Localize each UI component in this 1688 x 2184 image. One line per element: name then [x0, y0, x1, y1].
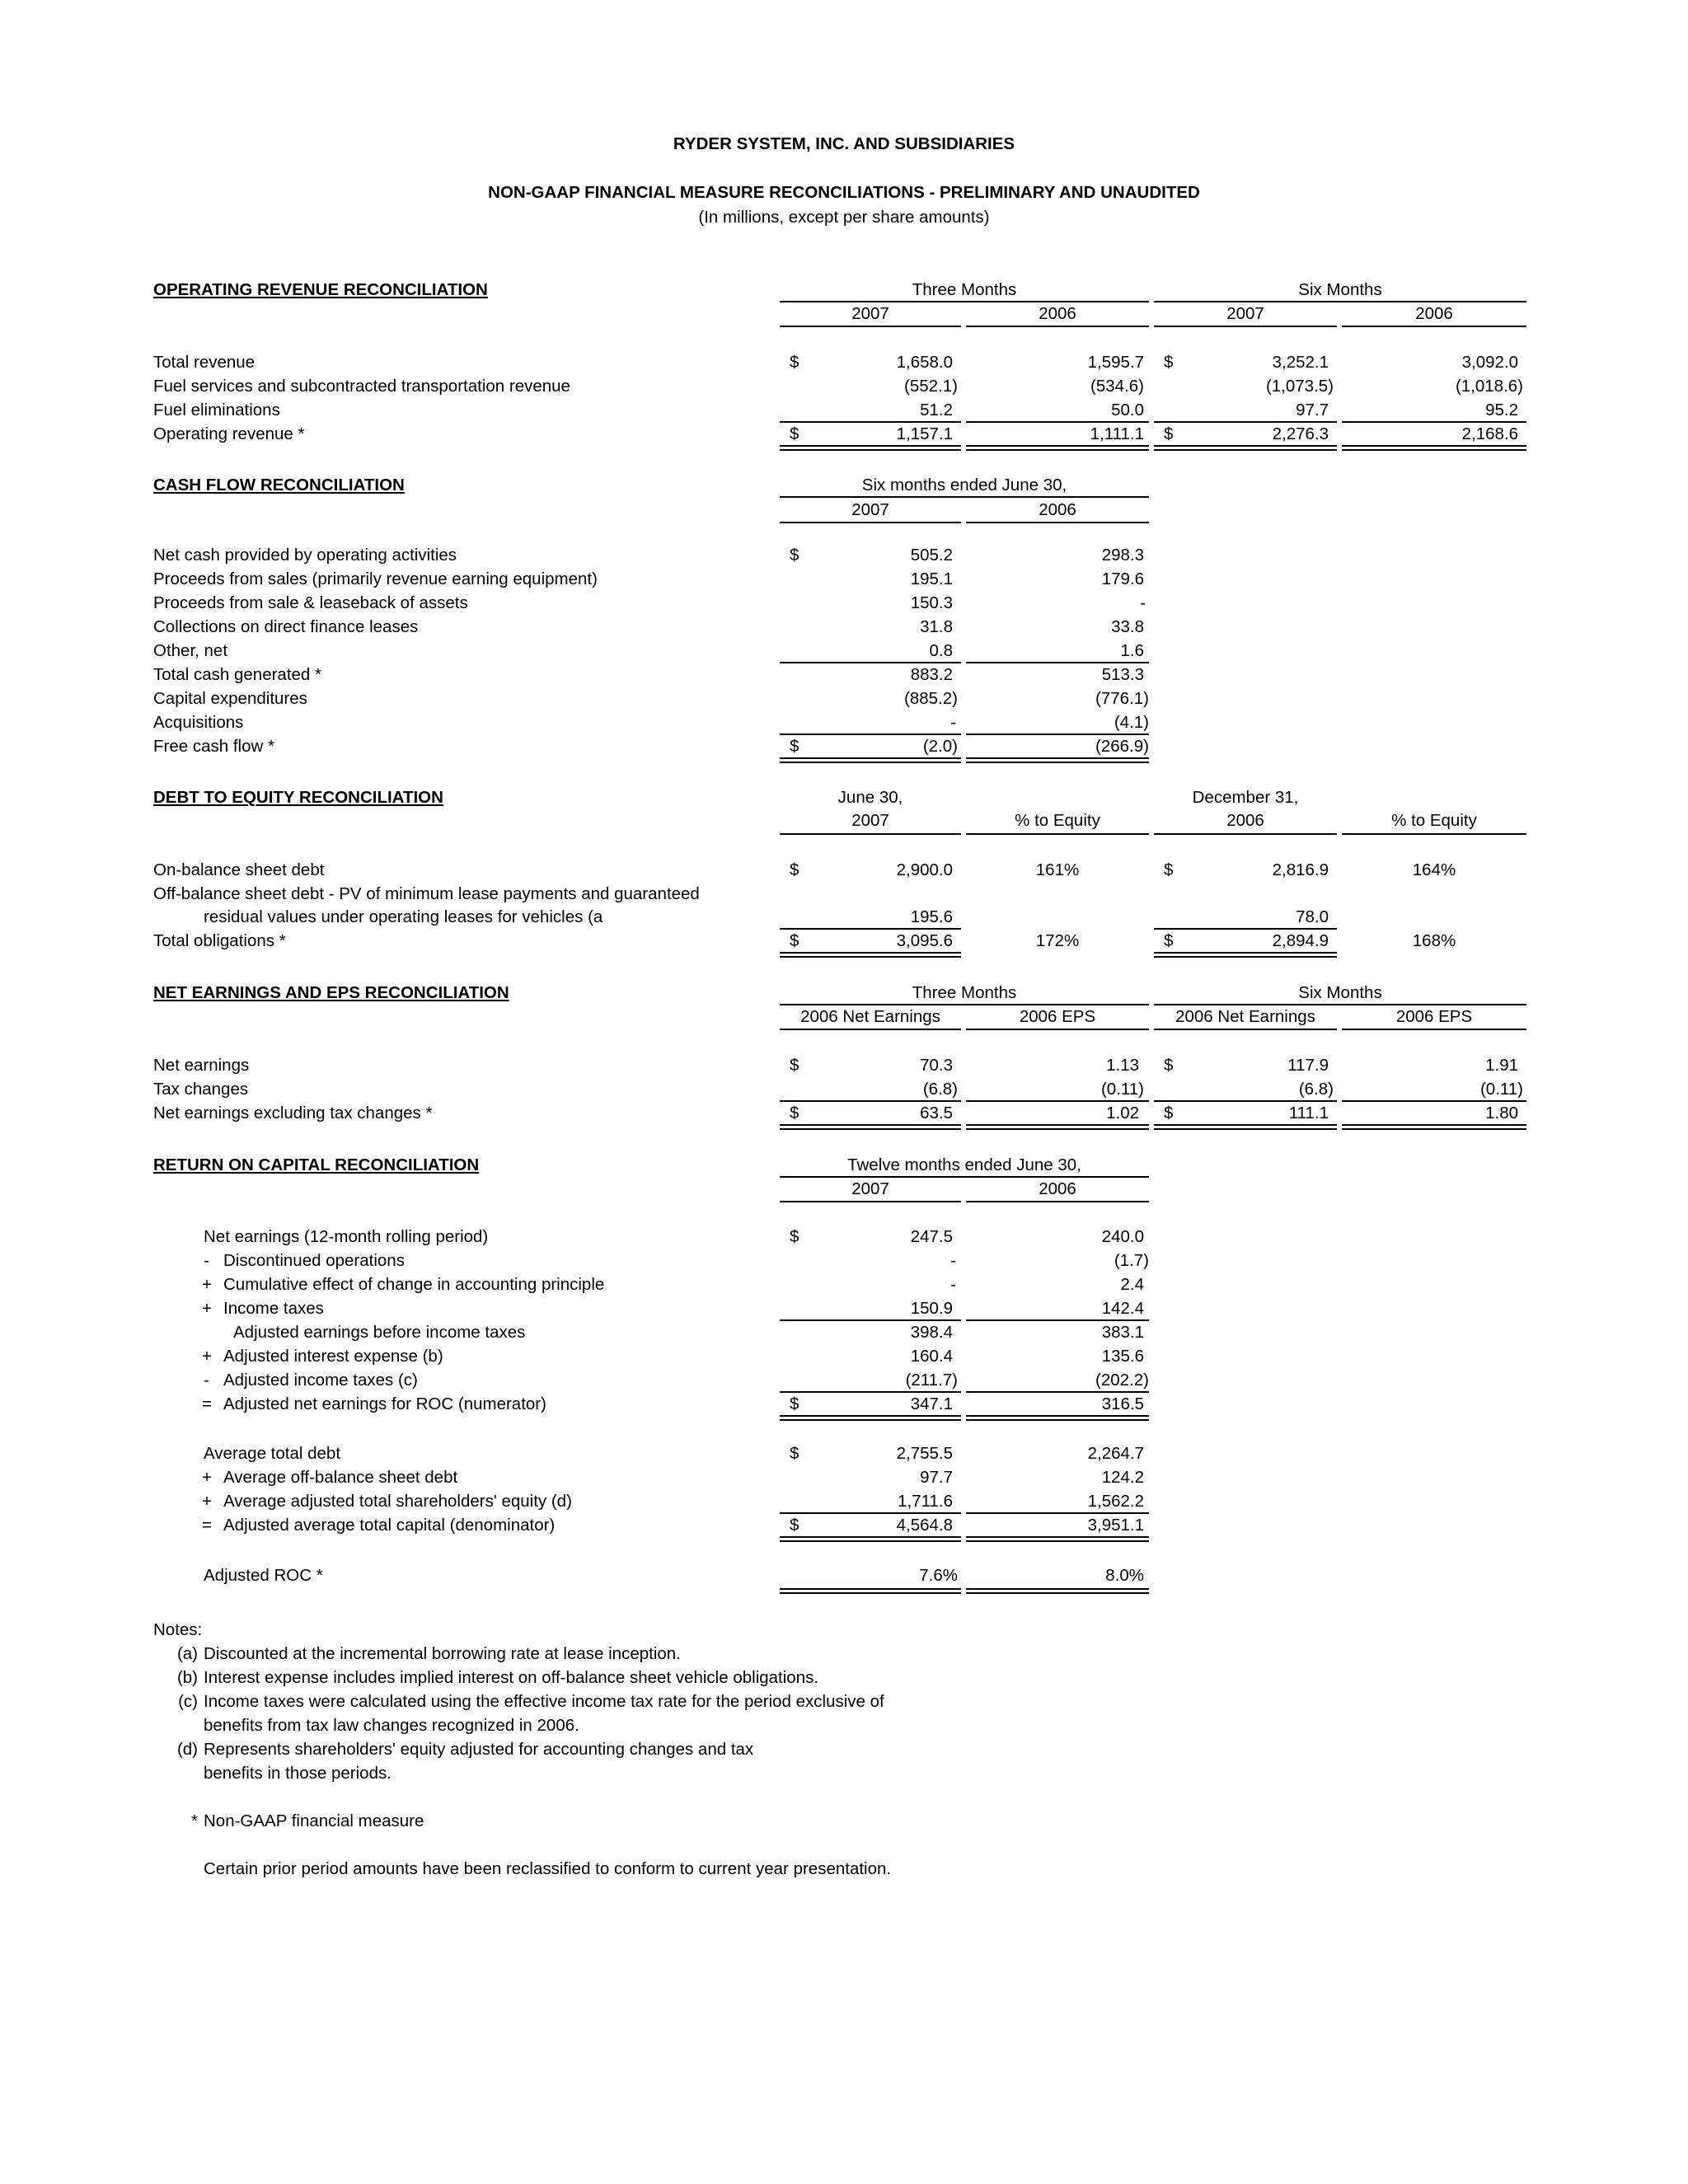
- de-cell: 2,900.0: [896, 860, 953, 879]
- currency-symbol: $: [790, 1516, 799, 1535]
- roc-col-header: 2006: [1039, 1179, 1076, 1198]
- cf-row-label: Free cash flow *: [153, 737, 274, 756]
- debt-equity-heading: DEBT TO EQUITY RECONCILIATION: [153, 788, 443, 807]
- de-cell: 3,095.6: [896, 931, 953, 950]
- eps-cell: (6.8): [1298, 1080, 1334, 1099]
- currency-symbol: $: [790, 737, 799, 756]
- or-col-header: 2006: [1415, 304, 1453, 323]
- cf-cell: 505.2: [910, 546, 953, 565]
- currency-symbol: $: [790, 860, 799, 879]
- or-group-three-months: Three Months: [912, 280, 1017, 299]
- eps-row-label: Tax changes: [153, 1080, 249, 1099]
- eps-cell: 70.3: [920, 1056, 953, 1075]
- or-cell: 1,157.1: [896, 424, 953, 443]
- eps-cell: (6.8): [922, 1080, 958, 1099]
- de-col-header: June 30,: [837, 788, 903, 807]
- currency-symbol: $: [790, 931, 799, 950]
- roc-cell: (202.2): [1095, 1371, 1149, 1390]
- cf-row-label: Net cash provided by operating activities: [153, 546, 457, 565]
- cf-cell: 150.3: [910, 593, 953, 612]
- roc-row-label: Adjusted earnings before income taxes: [233, 1323, 526, 1342]
- currency-symbol: $: [790, 1104, 799, 1122]
- eps-cell: 1.80: [1485, 1104, 1518, 1122]
- or-cell: 2,168.6: [1461, 424, 1518, 443]
- de-row-label: On-balance sheet debt: [153, 860, 325, 879]
- or-cell: 1,658.0: [896, 353, 953, 372]
- note-text-cont: benefits from tax law changes recognized in 2006.: [204, 1716, 579, 1735]
- roc-cell: 3,951.1: [1087, 1516, 1144, 1535]
- or-cell: 51.2: [920, 401, 953, 419]
- or-cell: 3,092.0: [1461, 353, 1518, 372]
- eps-cell: (0.11): [1479, 1080, 1523, 1099]
- roc-heading: RETURN ON CAPITAL RECONCILIATION: [153, 1155, 480, 1174]
- roc-row-label: Adjusted interest expense (b): [223, 1347, 443, 1366]
- roc-row-label: Net earnings (12-month rolling period): [204, 1227, 489, 1246]
- cf-cell: -: [950, 713, 956, 732]
- roc-row-sym: +: [202, 1492, 212, 1511]
- de-cell: 161%: [1035, 860, 1080, 879]
- de-col-header: % to Equity: [1391, 811, 1477, 830]
- company-name: RYDER SYSTEM, INC. AND SUBSIDIARIES: [673, 134, 1015, 153]
- or-col-header: 2007: [851, 304, 889, 323]
- note-marker: (b): [176, 1668, 198, 1687]
- cf-cell: (4.1): [1114, 713, 1149, 732]
- eps-row-label: Net earnings: [153, 1056, 250, 1075]
- roc-row-label: Adjusted income taxes (c): [223, 1371, 418, 1390]
- roc-row-sym: =: [202, 1516, 212, 1535]
- or-cell: 1,595.7: [1087, 353, 1144, 372]
- roc-row-sym: =: [202, 1394, 212, 1413]
- de-cell: 2,894.9: [1272, 931, 1329, 950]
- roc-cell: 316.5: [1101, 1394, 1144, 1413]
- currency-symbol: $: [790, 424, 799, 443]
- nongaap-marker: *: [191, 1811, 198, 1830]
- cf-row-label: Acquisitions: [153, 713, 244, 732]
- or-cell: (1,073.5): [1265, 377, 1334, 396]
- currency-symbol: $: [1164, 1056, 1174, 1075]
- cf-cell: (266.9): [1095, 737, 1149, 756]
- eps-cell: 117.9: [1287, 1056, 1329, 1075]
- de-cell: 164%: [1412, 860, 1456, 879]
- roc-group-header: Twelve months ended June 30,: [847, 1155, 1081, 1174]
- de-cell: 2,816.9: [1272, 860, 1329, 879]
- roc-row-label: Average adjusted total shareholders' equity (d): [223, 1492, 572, 1511]
- or-cell: 97.7: [1296, 401, 1329, 419]
- roc-cell: (211.7): [905, 1371, 958, 1390]
- roc-row-label: Average off-balance sheet debt: [223, 1468, 458, 1487]
- or-row-label: Fuel eliminations: [153, 401, 280, 419]
- or-cell: 3,252.1: [1272, 353, 1329, 372]
- roc-cell: 398.4: [910, 1323, 953, 1342]
- de-row-label: Total obligations *: [153, 931, 286, 950]
- currency-symbol: $: [790, 1227, 799, 1246]
- cf-cell: (776.1): [1095, 689, 1149, 708]
- roc-cell: 2,755.5: [896, 1444, 953, 1463]
- cf-group-header: Six months ended June 30,: [861, 476, 1067, 494]
- roc-cell: -: [950, 1251, 956, 1270]
- roc-row-label: Cumulative effect of change in accounting principle: [223, 1275, 605, 1294]
- roc-col-header: 2007: [851, 1179, 889, 1198]
- roc-cell: 240.0: [1101, 1227, 1144, 1246]
- eps-cell: (0.11): [1100, 1080, 1144, 1099]
- de-col-header: % to Equity: [1015, 811, 1100, 830]
- or-row-label: Operating revenue *: [153, 424, 305, 443]
- currency-symbol: $: [790, 353, 799, 372]
- roc-cell: 135.6: [1101, 1347, 1144, 1366]
- note-text: Discounted at the incremental borrowing rate at lease inception.: [204, 1644, 681, 1663]
- cf-cell: 298.3: [1101, 546, 1144, 565]
- eps-group-six-months: Six Months: [1298, 983, 1382, 1002]
- roc-row-label: Income taxes: [223, 1299, 324, 1318]
- eps-col-header: 2006 Net Earnings: [1175, 1007, 1315, 1026]
- cf-cell: 33.8: [1111, 617, 1144, 636]
- notes-heading: Notes:: [153, 1620, 203, 1639]
- roc-row-sym: -: [204, 1251, 209, 1270]
- or-row-label: Fuel services and subcontracted transportation revenue: [153, 377, 570, 396]
- roc-cell: 383.1: [1101, 1323, 1144, 1342]
- eps-col-header: 2006 Net Earnings: [800, 1007, 940, 1026]
- cf-cell: 0.8: [929, 641, 953, 660]
- currency-symbol: $: [790, 1394, 799, 1413]
- de-row-label-cont: residual values under operating leases for vehicles (a: [204, 907, 603, 926]
- roc-cell: 150.9: [910, 1299, 953, 1318]
- eps-cell: 1.02: [1106, 1104, 1139, 1122]
- roc-cell: -: [950, 1275, 956, 1294]
- roc-cell: 247.5: [910, 1227, 953, 1246]
- page-title: NON-GAAP FINANCIAL MEASURE RECONCILIATIONS - PRELIMINARY AND UNAUDITED: [488, 183, 1200, 202]
- eps-row-label: Net earnings excluding tax changes *: [153, 1104, 433, 1122]
- reclass-note: Certain prior period amounts have been reclassified to conform to current year presentation.: [204, 1859, 892, 1878]
- eps-heading: NET EARNINGS AND EPS RECONCILIATION: [153, 983, 509, 1002]
- cf-row-label: Capital expenditures: [153, 689, 307, 708]
- roc-row-label: Adjusted ROC *: [204, 1566, 323, 1585]
- roc-cell: 142.4: [1101, 1299, 1144, 1318]
- roc-cell: 7.6%: [919, 1566, 958, 1585]
- currency-symbol: $: [1164, 353, 1174, 372]
- or-cell: 1,111.1: [1090, 424, 1144, 443]
- cf-cell: (2.0): [922, 737, 958, 756]
- cf-cell: -: [1140, 593, 1146, 612]
- roc-cell: 124.2: [1101, 1468, 1144, 1487]
- currency-symbol: $: [1164, 424, 1174, 443]
- cf-row-label: Proceeds from sales (primarily revenue earning equipment): [153, 569, 598, 588]
- or-col-header: 2007: [1226, 304, 1264, 323]
- cf-cell: 883.2: [910, 665, 953, 684]
- cf-row-label: Proceeds from sale & leaseback of assets: [153, 593, 468, 612]
- roc-cell: 2.4: [1120, 1275, 1144, 1294]
- cf-col-header: 2007: [851, 500, 889, 519]
- eps-cell: 1.91: [1485, 1056, 1518, 1075]
- roc-row-sym: +: [202, 1275, 212, 1294]
- de-row-label: Off-balance sheet debt - PV of minimum lease payments and guaranteed: [153, 884, 700, 903]
- roc-cell: 347.1: [910, 1394, 953, 1413]
- roc-row-label: Adjusted average total capital (denominator): [223, 1516, 556, 1535]
- de-col-header: 2006: [1226, 811, 1264, 830]
- eps-cell: 63.5: [920, 1104, 953, 1122]
- nongaap-note: Non-GAAP financial measure: [204, 1811, 424, 1830]
- roc-row-sym: +: [202, 1347, 212, 1366]
- eps-cell: 1.13: [1106, 1056, 1139, 1075]
- note-text: Represents shareholders' equity adjusted for accounting changes and tax: [204, 1740, 754, 1759]
- cf-cell: 31.8: [920, 617, 953, 636]
- roc-cell: 8.0%: [1105, 1566, 1144, 1585]
- currency-symbol: $: [790, 1444, 799, 1463]
- or-row-label: Total revenue: [153, 353, 256, 372]
- cash-flow-heading: CASH FLOW RECONCILIATION: [153, 476, 405, 494]
- cf-col-header: 2006: [1039, 500, 1076, 519]
- cf-row-label: Other, net: [153, 641, 228, 660]
- cf-cell: 179.6: [1101, 569, 1144, 588]
- roc-row-sym: +: [202, 1468, 212, 1487]
- roc-row-sym: +: [202, 1299, 212, 1318]
- de-col-header: December 31,: [1192, 788, 1299, 807]
- currency-symbol: $: [790, 1056, 799, 1075]
- de-cell: 172%: [1035, 931, 1080, 950]
- de-cell: 168%: [1412, 931, 1456, 950]
- note-text: Income taxes were calculated using the effective income tax rate for the period exclusive of: [204, 1692, 884, 1711]
- note-text-cont: benefits in those periods.: [204, 1764, 392, 1783]
- cf-row-label: Total cash generated *: [153, 665, 321, 684]
- page-subtitle: (In millions, except per share amounts): [698, 208, 990, 227]
- eps-col-header: 2006 EPS: [1019, 1007, 1096, 1026]
- currency-symbol: $: [1164, 1104, 1174, 1122]
- currency-symbol: $: [1164, 931, 1174, 950]
- cf-row-label: Collections on direct finance leases: [153, 617, 419, 636]
- eps-group-three-months: Three Months: [912, 983, 1017, 1002]
- roc-row-label: Adjusted net earnings for ROC (numerator): [223, 1394, 546, 1413]
- roc-row-label: Average total debt: [204, 1444, 341, 1463]
- note-marker: (a): [176, 1644, 198, 1663]
- cf-cell: (885.2): [904, 689, 958, 708]
- cf-cell: 195.1: [910, 569, 953, 588]
- de-cell: 78.0: [1296, 907, 1329, 926]
- roc-row-sym: -: [204, 1371, 209, 1390]
- eps-cell: 111.1: [1288, 1104, 1329, 1122]
- note-text: Interest expense includes implied interest on off-balance sheet vehicle obligations.: [204, 1668, 819, 1687]
- eps-col-header: 2006 EPS: [1395, 1007, 1473, 1026]
- roc-cell: 1,562.2: [1087, 1492, 1144, 1511]
- roc-cell: (1.7): [1114, 1251, 1149, 1270]
- or-col-header: 2006: [1039, 304, 1076, 323]
- or-cell: (552.1): [904, 377, 958, 396]
- roc-cell: 2,264.7: [1087, 1444, 1144, 1463]
- roc-cell: 1,711.6: [898, 1492, 953, 1511]
- or-cell: 2,276.3: [1272, 424, 1329, 443]
- roc-row-label: Discontinued operations: [223, 1251, 405, 1270]
- or-cell: 50.0: [1111, 401, 1144, 419]
- roc-cell: 4,564.8: [896, 1516, 953, 1535]
- operating-revenue-heading: OPERATING REVENUE RECONCILIATION: [153, 280, 488, 299]
- roc-cell: 160.4: [910, 1347, 953, 1366]
- currency-symbol: $: [1164, 860, 1174, 879]
- or-cell: 95.2: [1485, 401, 1518, 419]
- or-cell: (534.6): [1090, 377, 1144, 396]
- or-group-six-months: Six Months: [1298, 280, 1382, 299]
- note-marker: (d): [176, 1740, 198, 1759]
- de-cell: 195.6: [910, 907, 953, 926]
- roc-cell: 97.7: [920, 1468, 953, 1487]
- cf-cell: 1.6: [1120, 641, 1144, 660]
- de-col-header: 2007: [851, 811, 889, 830]
- cf-cell: 513.3: [1101, 665, 1144, 684]
- note-marker: (c): [178, 1692, 198, 1711]
- or-cell: (1,018.6): [1455, 377, 1523, 396]
- currency-symbol: $: [790, 546, 799, 565]
